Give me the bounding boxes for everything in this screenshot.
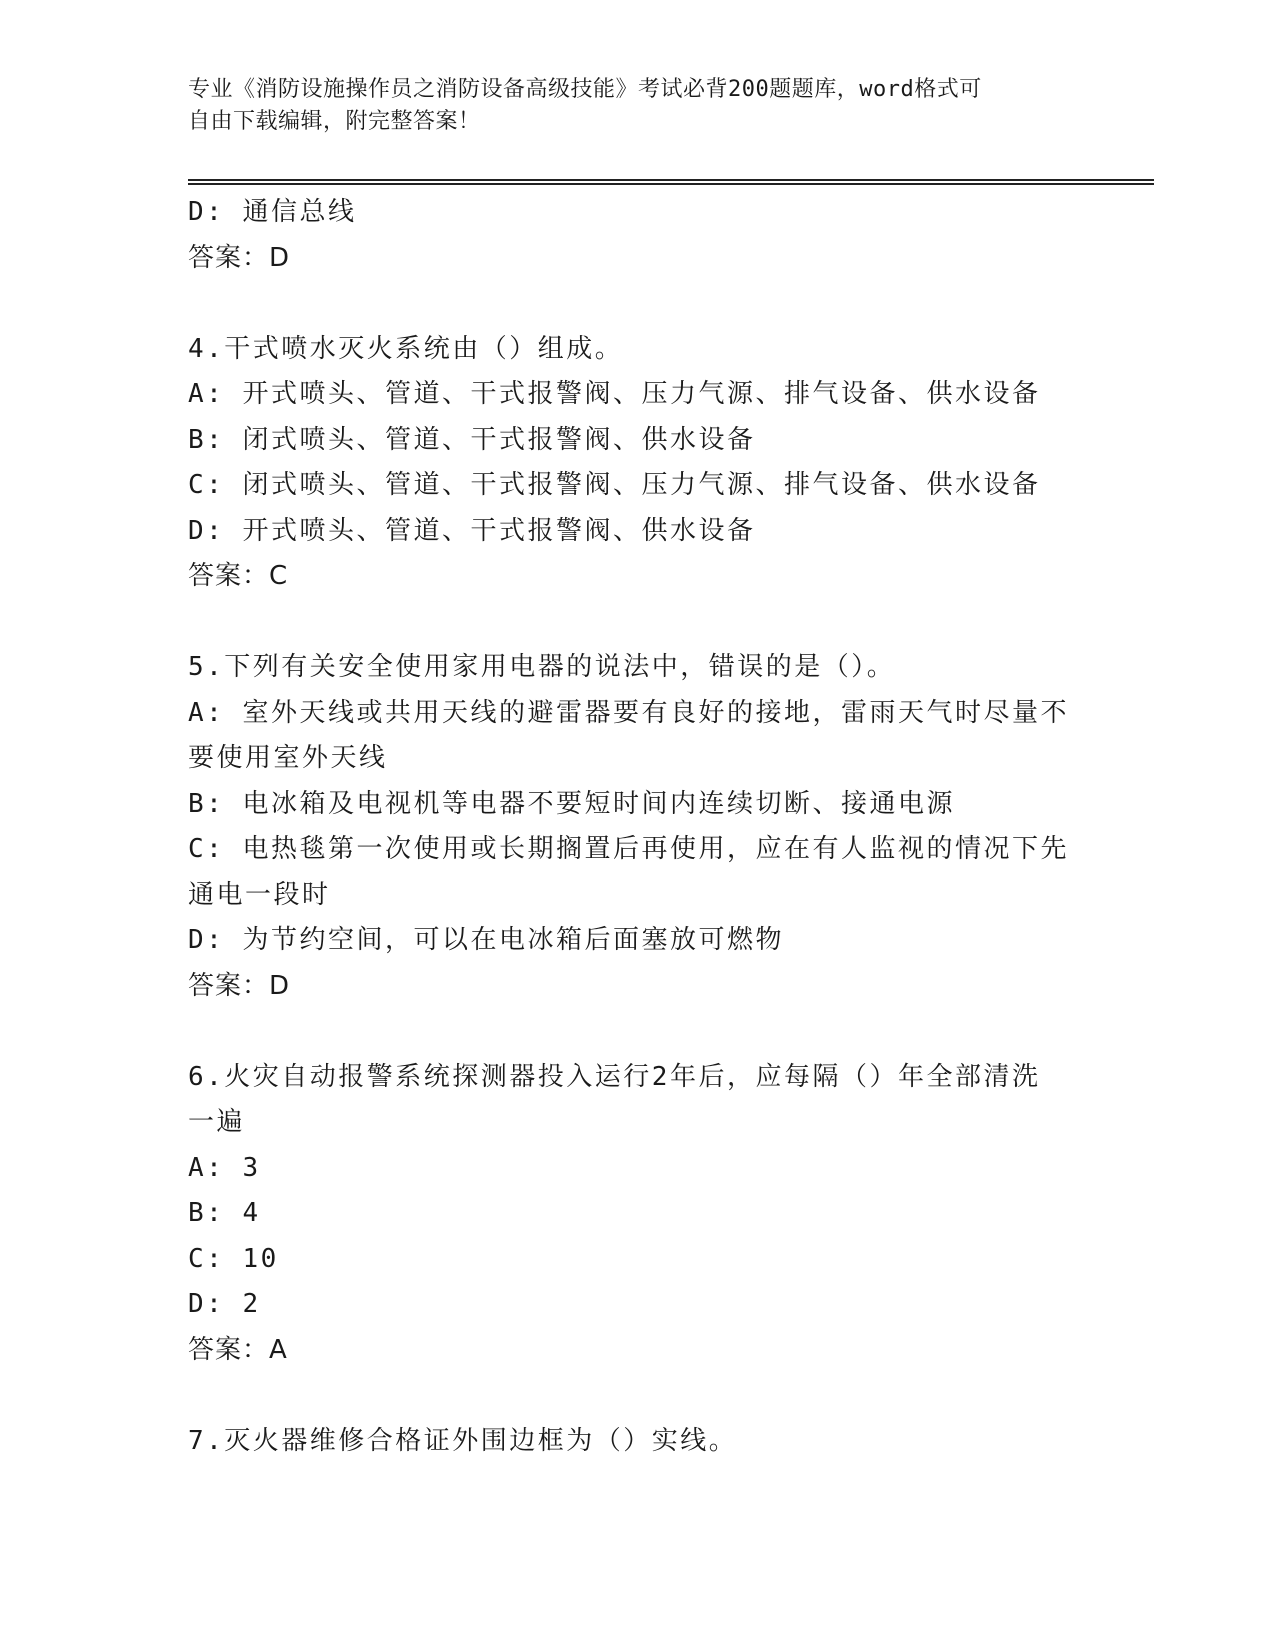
answer-line: 答案：D: [188, 242, 291, 273]
spacer: [188, 600, 1088, 646]
option-b: B: 闭式喷头、管道、干式报警阀、供水设备: [188, 424, 756, 455]
header-rule-bottom: [188, 183, 1154, 185]
option-a: A: 3: [188, 1152, 261, 1183]
option-d: D: 为节约空间，可以在电冰箱后面塞放可燃物: [188, 925, 784, 955]
option-c-line-1: C: 电热毯第一次使用或长期搁置后再使用，应在有人监视的情况下先: [188, 834, 1069, 864]
question-4: [188, 327, 1088, 600]
question-5: [188, 645, 1088, 1009]
option-d: D: 2: [188, 1289, 261, 1319]
question-3-tail: [188, 190, 1088, 281]
question-stem: 4.干式喷水灭火系统由（）组成。: [188, 333, 624, 364]
spacer: [188, 281, 1088, 327]
header-double-rule: [188, 179, 1154, 185]
option-b: B: 4: [188, 1198, 261, 1228]
question-stem: 5.下列有关安全使用家用电器的说法中，错误的是（）。: [188, 652, 896, 682]
question-stem-line-1: 6.火灾自动报警系统探测器投入运行2年后，应每隔（）年全部清洗: [188, 1061, 1041, 1092]
answer-line: 答案：D: [188, 970, 291, 1001]
spacer: [188, 1009, 1088, 1055]
option-a-line-2: 要使用室外天线: [188, 743, 388, 773]
header-line-1: 专业《消防设施操作员之消防设备高级技能》考试必背200题题库，word格式可: [188, 77, 982, 102]
question-6: [188, 1055, 1088, 1374]
question-stem-line-2: 一遍: [188, 1107, 246, 1137]
header-line-2: 自由下载编辑，附完整答案！: [188, 109, 481, 134]
answer-line: 答案：A: [188, 1334, 288, 1365]
option-d: D: 开式喷头、管道、干式报警阀、供水设备: [188, 515, 756, 546]
option-a-line-1: A: 室外天线或共用天线的避雷器要有良好的接地，雷雨天气时尽量不: [188, 697, 1069, 728]
question-7: [188, 1419, 1088, 1465]
header-rule-top: [188, 179, 1154, 181]
option-a: A: 开式喷头、管道、干式报警阀、压力气源、排气设备、供水设备: [188, 379, 1041, 409]
option-b: B: 电冰箱及电视机等电器不要短时间内连续切断、接通电源: [188, 788, 955, 819]
spacer: [188, 1373, 1088, 1419]
question-list: [188, 190, 1088, 1464]
option-c-line-2: 通电一段时: [188, 879, 331, 910]
option-c: C: 闭式喷头、管道、干式报警阀、压力气源、排气设备、供水设备: [188, 470, 1041, 500]
document-header: [188, 74, 1068, 138]
question-stem: 7.灭火器维修合格证外围边框为（）实线。: [188, 1425, 738, 1456]
option-c: C: 10: [188, 1243, 279, 1274]
answer-line: 答案：C: [188, 561, 289, 591]
option-d: D: 通信总线: [188, 197, 357, 227]
